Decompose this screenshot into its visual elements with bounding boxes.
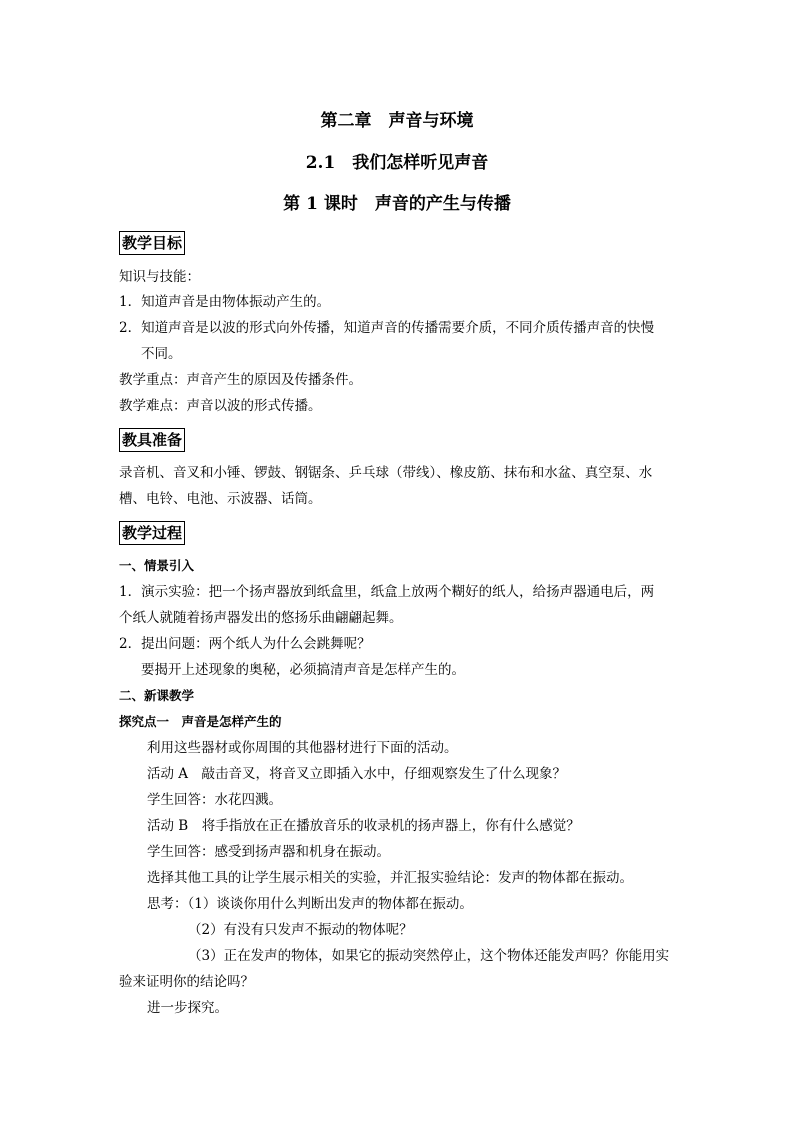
goals-heading: 教学目标 [119,231,185,255]
process-p1-line1: 1．演示实验：把一个扬声器放到纸盒里，纸盒上放两个糊好的纸人，给扬声器通电后，两 [119,584,655,600]
process-l2: 活动 A 敲击音叉，将音叉立即插入水中，仔细观察发生了什么现象？ [147,766,567,782]
tools-heading: 教具准备 [119,428,185,452]
process-l9-line1: （3）正在发声的物体，如果它的振动突然停止，这个物体还能发声吗？你能用实 [188,948,670,964]
goals-key-point: 教学重点：声音产生的原因及传播条件。 [119,372,362,388]
goals-item1: 1．知道声音是由物体振动产生的。 [119,294,331,310]
section-title: 2.1 我们怎样听见声音 [305,153,489,173]
goals-item2-line2: 不同。 [141,346,182,362]
process-l5: 学生回答：感受到扬声器和机身在振动。 [147,844,390,860]
process-heading: 教学过程 [119,521,185,545]
process-l4: 活动 B 将手指放在正在播放音乐的收录机的扬声器上，你有什么感觉？ [147,818,580,834]
process-p2: 2．提出问题：两个纸人为什么会跳舞呢？ [119,636,371,652]
lesson-title: 第 1 课时 声音的产生与传播 [283,194,511,214]
chapter-title: 第二章 声音与环境 [320,111,474,131]
part2-heading: 二、新课教学 [119,688,195,703]
process-l8: （2）有没有只发声不振动的物体呢？ [188,922,413,938]
process-l9-line2: 验来证明你的结论吗？ [119,974,254,990]
process-l1: 利用这些器材或你周围的其他器材进行下面的活动。 [147,740,458,756]
part1-heading: 一、情景引入 [119,558,195,573]
process-p1-line2: 个纸人就随着扬声器发出的悠扬乐曲翩翩起舞。 [119,610,403,626]
tools-line2: 槽、电铃、电池、示波器、话筒。 [119,491,322,507]
process-l7: 思考：（1）谈谈你用什么判断出发声的物体都在振动。 [147,896,473,912]
process-l10: 进一步探究。 [147,1000,228,1016]
process-l6: 选择其他工具的让学生展示相关的实验，并汇报实验结论：发声的物体都在振动。 [147,870,633,886]
tools-line1: 录音机、音叉和小锤、锣鼓、钢锯条、乒乓球（带线）、橡皮筋、抹布和水盆、真空泵、水 [119,465,653,481]
explore1-heading: 探究点一 声音是怎样产生的 [119,714,282,729]
goals-difficult-point: 教学难点：声音以波的形式传播。 [119,398,322,414]
process-p3: 要揭开上述现象的奥秘，必须搞清声音是怎样产生的。 [141,662,465,678]
goals-item2-line1: 2．知道声音是以波的形式向外传播，知道声音的传播需要介质，不同介质传播声音的快慢 [119,320,655,336]
goals-sub: 知识与技能： [119,269,200,285]
process-l3: 学生回答：水花四溅。 [147,792,282,808]
